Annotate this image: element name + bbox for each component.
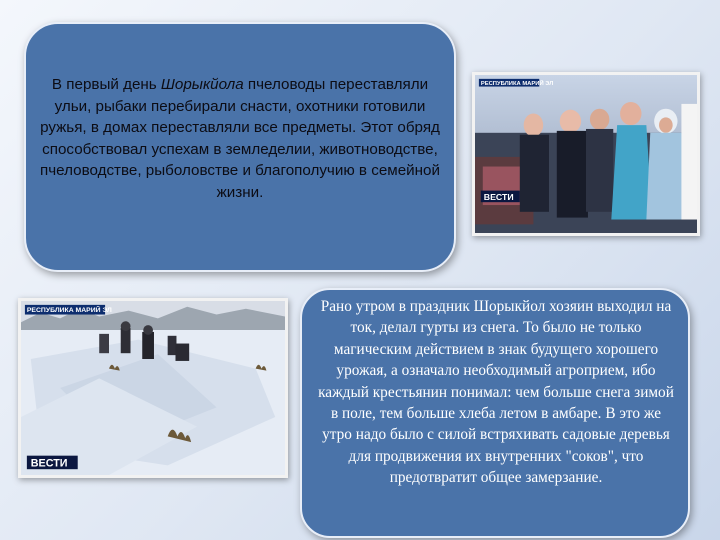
card-top-text: [36, 74, 444, 203]
card-top-line1-pre: В первый день: [51, 76, 161, 93]
card-bottom-text: Рано утром в праздник Шорыкйол хозяин выходил на ток, делал гурты из снега. То было не только магическим действием в знак будущего хорошего урожая, а означало необходимый агроприем, ибо каждый крестьянин понимал: чем больше снега зимой в поле, тем больше хлеба летом в амбаре. В это же утро надо было с силой встряхивать садовые деревья для продвижения их внутренних "соков", что предотвратит общее замерзание.: [318, 298, 674, 487]
photo-festival-crowd: [472, 72, 700, 236]
photo2-tv-logo: ВЕСТИ: [30, 457, 68, 470]
text-card-bottom: [300, 288, 690, 538]
card-top-rest: переставляли ульи, рыбаки перебирали снасти, охотники готовили ружья, в домах переставляли все предметы. Этот обряд способствовал успехам в земледелии, животноводстве, пчеловодстве, рыболовстве и благополучию в семейной жизни.: [40, 76, 440, 201]
photo1-tv-logo: ВЕСТИ: [483, 191, 514, 202]
card-top-holiday-name: Шорыкйола: [160, 76, 244, 93]
photo1-channel-logo: РЕСПУБЛИКА МАРИЙ ЭЛ: [480, 81, 554, 88]
card-top-line1-post: пчеловоды: [243, 76, 326, 93]
text-card-top: [24, 22, 456, 272]
photo2-channel-logo: РЕСПУБЛИКА МАРИЙ ЭЛ: [26, 307, 112, 315]
photo-snow-field: [18, 298, 288, 478]
